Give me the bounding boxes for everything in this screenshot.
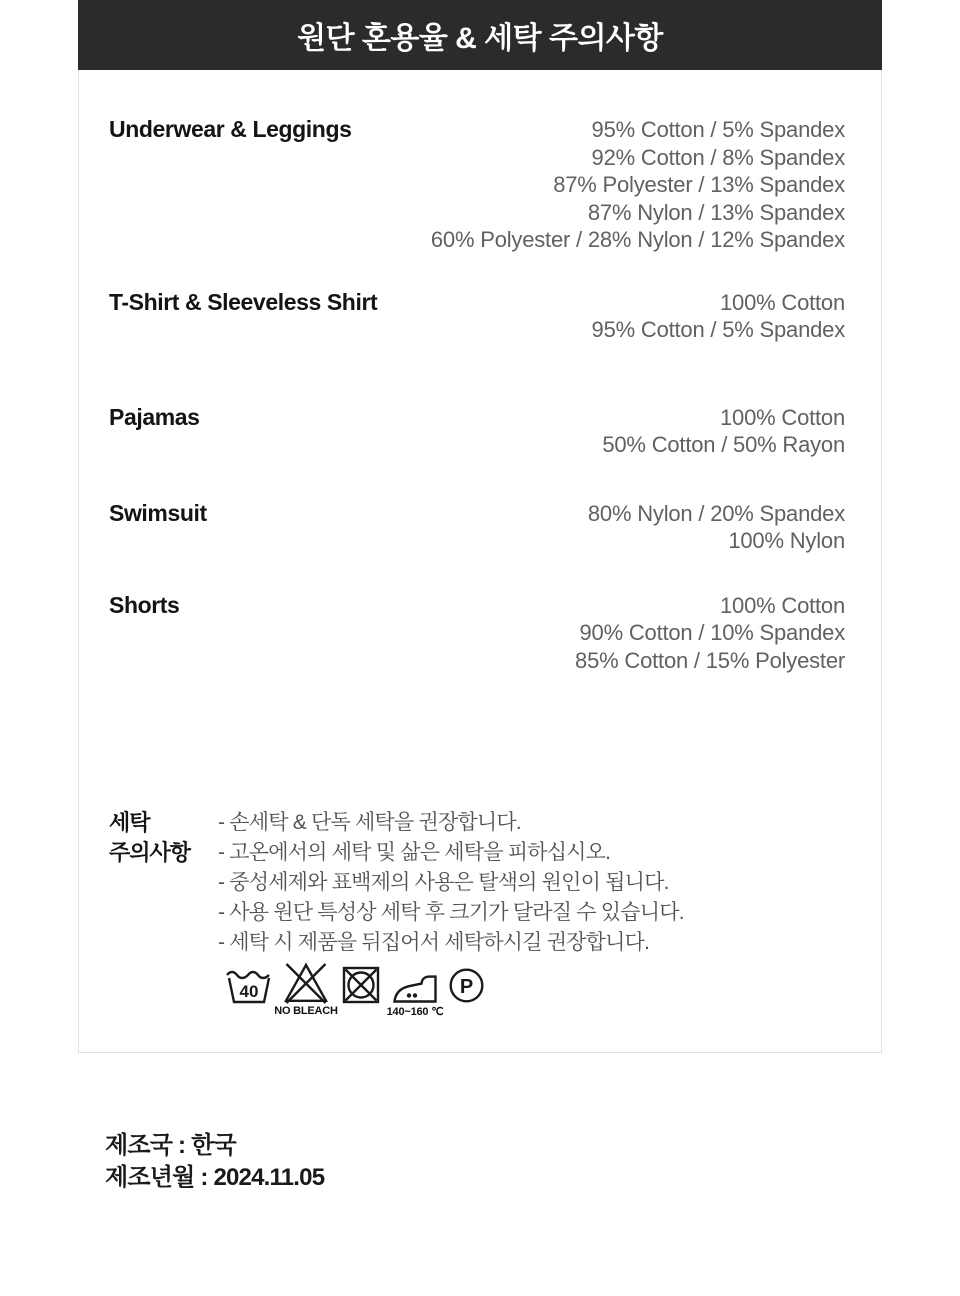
title-bar [78,0,882,70]
composition-line: 50% Cotton / 50% Rayon [602,432,845,457]
composition-line: 87% Polyester / 13% Spandex [553,172,845,197]
wash-40-symbol [225,962,273,1004]
section-heading: T-Shirt & Sleeveless Shirt [109,288,378,315]
composition-line: 100% Cotton [720,289,845,315]
svg-text:40: 40 [239,982,259,1001]
care-note: - 중성세제와 표백제의 사용은 탈색의 원인이 됩니다. [218,871,669,894]
composition-line: 95% Cotton / 5% Spandex [591,117,845,142]
info-card [78,0,882,1053]
section-underwear-leggings [109,116,845,254]
card-content [79,116,881,1018]
composition-line: 85% Cotton / 15% Polyester [575,647,845,673]
composition-line: 80% Nylon / 20% Spandex [587,500,845,526]
care-label-line2: 주의사항 [109,840,191,865]
section-tshirt-sleeveless [109,289,845,344]
composition-list [588,500,845,555]
page-title: 원단 혼용율 & 세탁 주의사항 [297,22,663,55]
do-not-tumble-dry-symbol [342,962,380,1004]
section-heading: Pajamas [109,403,200,430]
no-bleach-label: NO BLEACH [274,1005,338,1017]
section-pajamas [109,404,845,459]
section-heading: Underwear & Leggings [109,116,352,142]
composition-line: 87% Nylon / 13% Spandex [587,199,845,225]
svg-text:P: P [459,976,474,998]
care-note: - 세탁 시 제품을 뒤집어서 세탁하시길 권장합니다. [218,931,650,954]
composition-line: 100% Cotton [720,404,845,430]
section-heading: Shorts [109,591,180,618]
no-bleach-icon [283,962,329,1004]
care-section-label [109,808,218,958]
composition-line: 60% Polyester / 28% Nylon / 12% Spandex [430,227,845,252]
care-label-line1: 세탁 [109,810,150,835]
wash-40-icon [225,962,273,1004]
care-notes-list [218,808,684,958]
composition-list [602,404,845,459]
do-not-tumble-dry-icon [342,962,380,1004]
manufacture-date: 제조년월 : 2024.11.05 [105,1164,325,1191]
care-note: - 고온에서의 세탁 및 삶은 세탁을 피하십시오. [218,841,611,864]
composition-line: 95% Cotton / 5% Spandex [591,317,845,342]
composition-line: 100% Nylon [728,528,845,553]
iron-temp-label: 140~160 ℃ [386,1006,444,1018]
no-bleach-symbol [274,962,338,1017]
section-heading: Swimsuit [109,499,207,526]
care-symbols-row [225,962,845,1018]
care-note: - 사용 원단 특성상 세탁 후 크기가 달라질 수 있습니다. [218,901,684,924]
section-shorts [109,592,845,675]
composition-list [592,289,845,344]
care-note: - 손세탁 & 단독 세탁을 권장합니다. [218,811,521,834]
composition-line: 92% Cotton / 8% Spandex [591,144,845,170]
composition-line: 90% Cotton / 10% Spandex [579,620,845,645]
iron-temp-symbol [386,962,444,1018]
manufacture-country: 제조국 : 한국 [105,1132,236,1159]
composition-line: 100% Cotton [720,592,845,618]
iron-icon [392,962,438,1004]
manufacture-info [105,1130,324,1194]
section-swimsuit [109,500,845,555]
composition-list [431,116,845,254]
composition-list [575,592,845,675]
dry-clean-p-symbol [448,962,485,1004]
dry-clean-p-icon [448,962,485,1004]
washing-care-section [109,808,845,958]
